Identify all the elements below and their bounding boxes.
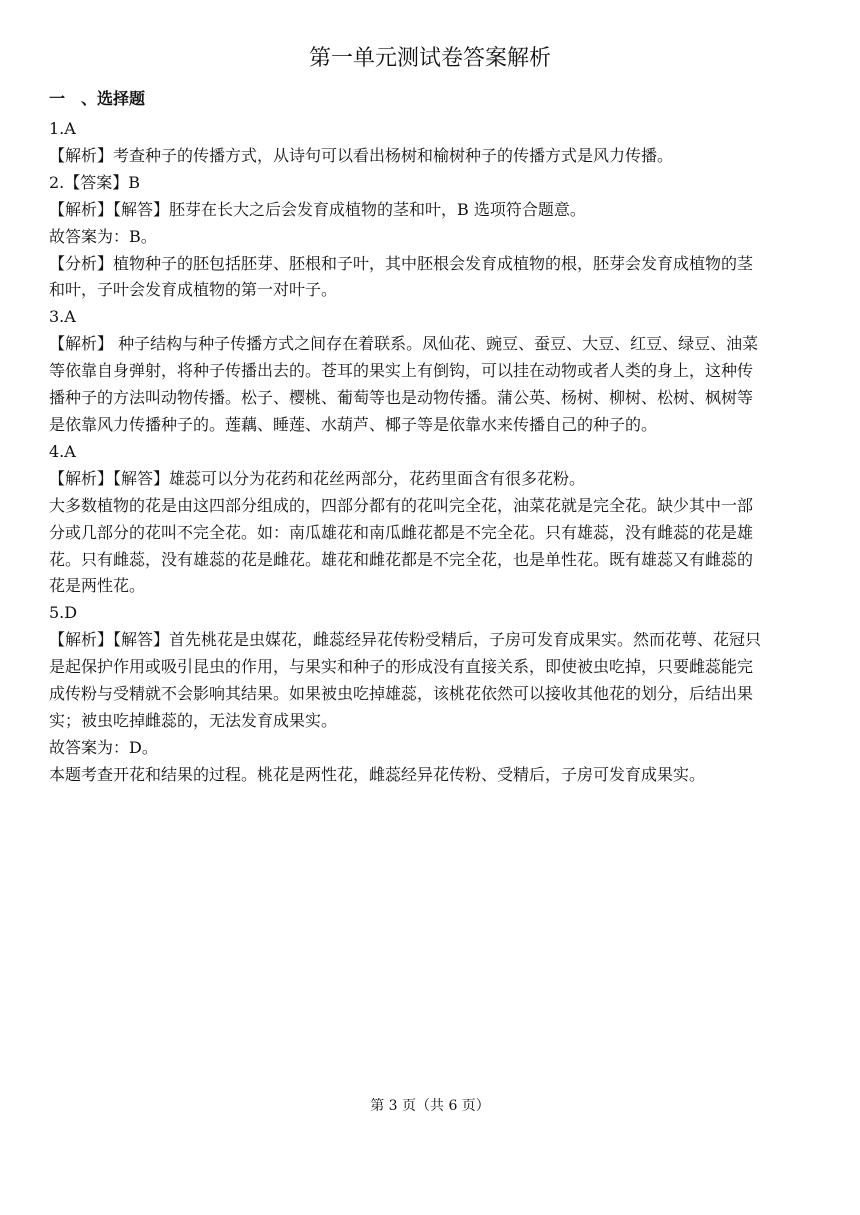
text-line: 花是两性花。 bbox=[49, 576, 146, 596]
text-line: 是起保护作用或吸引昆虫的作用，与果实和种子的形成没有直接关系，即使被虫吃掉，只要雌蕊能完 bbox=[49, 657, 754, 677]
text-line: 【解析】 种子结构与种子传播方式之间存在着联系。凤仙花、豌豆、蚕豆、大豆、红豆、绿豆、油菜 bbox=[49, 334, 759, 354]
text-line: 【解析】【解答】首先桃花是虫媒花，雌蕊经异花传粉受精后，子房可发育成果实。然而花萼、花冠只 bbox=[49, 630, 762, 650]
text-line: 和叶，子叶会发育成植物的第一对叶子。 bbox=[49, 280, 338, 300]
text-line: 播种子的方法叫动物传播。松子、樱桃、葡萄等也是动物传播。蒲公英、杨树、柳树、松树、枫树等 bbox=[49, 388, 754, 408]
text-line: 3.A bbox=[49, 307, 76, 327]
text-line: 是依靠风力传播种子的。莲藕、睡莲、水葫芦、椰子等是依靠水来传播自己的种子的。 bbox=[49, 414, 658, 434]
text-line: 【解析】【解答】胚芽在长大之后会发育成植物的茎和叶，B 选项符合题意。 bbox=[49, 199, 586, 219]
text-line: 5.D bbox=[49, 603, 78, 623]
answer-content bbox=[49, 116, 813, 789]
text-line: 分或几部分的花叫不完全花。如：南瓜雄花和南瓜雌花都是不完全花。只有雄蕊，没有雌蕊的花是雄 bbox=[49, 522, 754, 542]
text-line: 成传粉与受精就不会影响其结果。如果被虫吃掉雄蕊，该桃花依然可以接收其他花的划分，后结出果 bbox=[49, 684, 754, 704]
text-line: 等依靠自身弹射，将种子传播出去的。苍耳的果实上有倒钩，可以挂在动物或者人类的身上，这种传 bbox=[49, 361, 754, 381]
text-line: 【分析】植物种子的胚包括胚芽、胚根和子叶，其中胚根会发育成植物的根，胚芽会发育成植物的茎 bbox=[49, 253, 754, 273]
page-footer: 第 3 页（共 6 页） bbox=[370, 1098, 490, 1114]
text-line: 实；被虫吃掉雌蕊的，无法发育成果实。 bbox=[49, 710, 338, 730]
text-line: 1.A bbox=[49, 119, 76, 138]
text-line: 故答案为：D。 bbox=[49, 737, 158, 757]
text-line: 【解析】考查种子的传播方式，从诗句可以看出杨树和榆树种子的传播方式是风力传播。 bbox=[49, 145, 674, 165]
text-line: 4.A bbox=[49, 441, 76, 461]
text-line: 2.【答案】B bbox=[49, 172, 141, 192]
text-line: 花。只有雌蕊，没有雄蕊的花是雌花。雄花和雌花都是不完全花，也是单性花。既有雄蕊又有雌蕊的 bbox=[49, 549, 754, 569]
text-line: 故答案为：B。 bbox=[49, 226, 157, 246]
text-line: 大多数植物的花是由这四部分组成的，四部分都有的花叫完全花，油菜花就是完全花。缺少其中一部 bbox=[49, 495, 754, 515]
text-line: 本题考查开花和结果的过程。桃花是两性花，雌蕊经异花传粉、受精后，子房可发育成果实。 bbox=[49, 764, 706, 784]
section-heading: 一 、选择题 bbox=[49, 89, 146, 108]
page-title: 第一单元测试卷答案解析 bbox=[308, 46, 551, 71]
text-line: 【解析】【解答】雄蕊可以分为花药和花丝两部分，花药里面含有很多花粉。 bbox=[49, 468, 586, 488]
